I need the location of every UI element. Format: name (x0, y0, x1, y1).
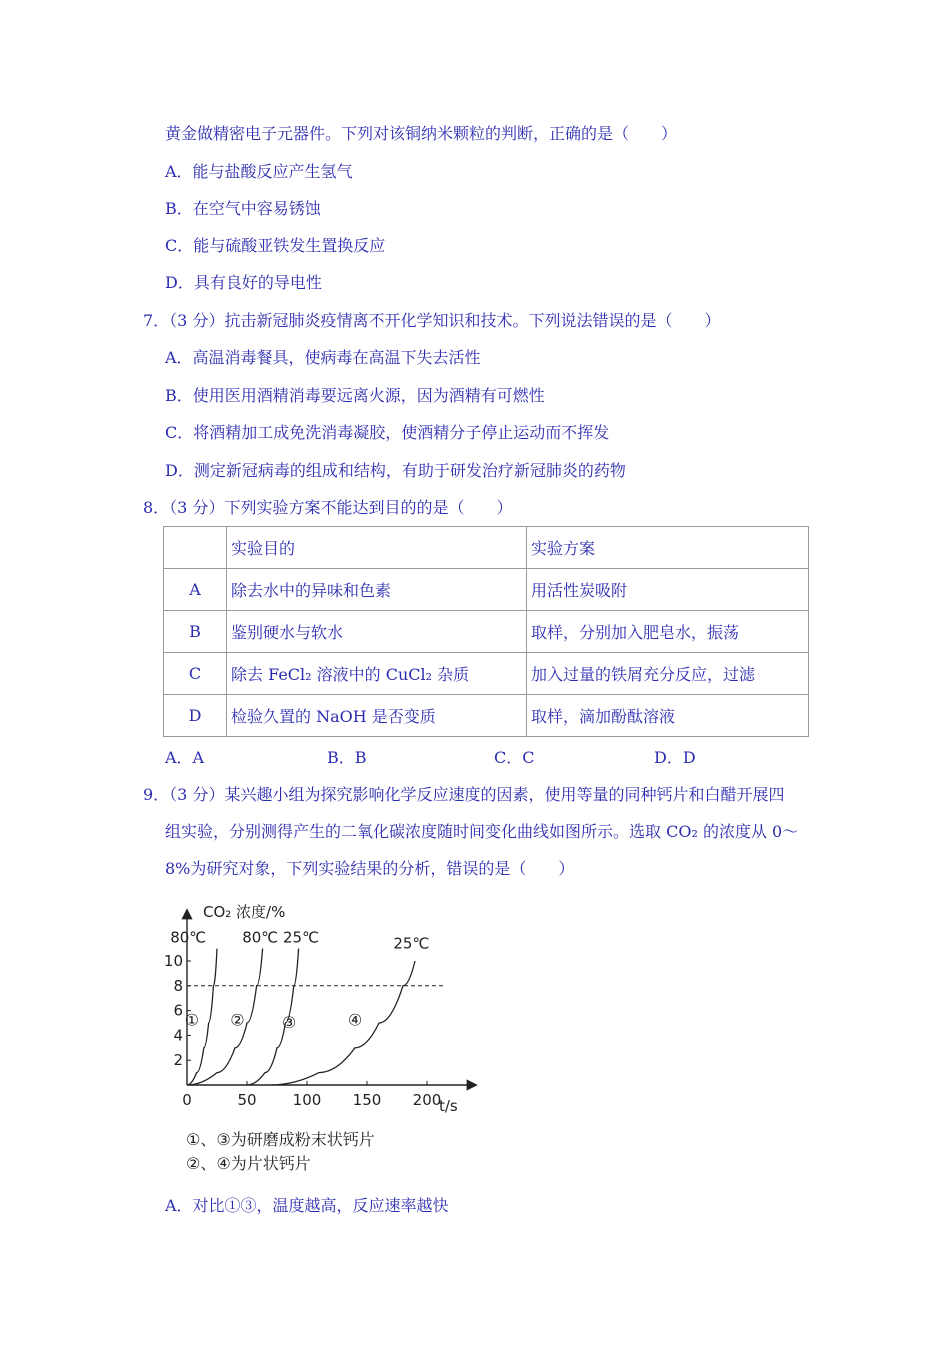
q7-stem: 7．（3 分）抗击新冠肺炎疫情离不开化学知识和技术。下列说法错误的是（ ） (143, 311, 721, 330)
q9-option-a: A．对比①③，温度越高，反应速率越快 (165, 1196, 449, 1215)
q7-option-b: B．使用医用酒精消毒要远离火源，因为酒精有可燃性 (165, 386, 545, 405)
y-tick-label: 4 (173, 1026, 183, 1045)
series-number-label: ④ (347, 1010, 363, 1030)
table-cell: 加入过量的铁屑充分反应，过滤 (527, 653, 809, 695)
table-cell: B (164, 611, 227, 653)
y-axis-label: CO₂ 浓度/% (203, 903, 286, 921)
y-tick-label: 2 (173, 1051, 183, 1070)
y-tick-label: 8 (173, 976, 183, 995)
x-tick-label: 0 (182, 1091, 192, 1109)
chart-note-1: ①、③为研磨成粉末状钙片 (186, 1130, 375, 1149)
q7-option-d: D．测定新冠病毒的组成和结构，有助于研发治疗新冠肺炎的药物 (165, 461, 626, 480)
table-header-cell: 实验方案 (527, 527, 809, 569)
table-row (164, 569, 809, 611)
y-tick-label: 6 (173, 1001, 183, 1020)
chart-note-2: ②、④为片状钙片 (186, 1154, 311, 1173)
series-temperature-label: 80℃ (170, 928, 207, 947)
q8-option-b: B．B (327, 748, 367, 767)
table-header-cell (164, 527, 227, 569)
intro-line: 黄金做精密电子元器件。下列对该铜纳米颗粒的判断，正确的是（ ） (165, 124, 678, 143)
experiment-table (163, 526, 809, 737)
q8-option-d: D．D (654, 748, 696, 767)
table-cell: 用活性炭吸附 (527, 569, 809, 611)
y-tick-label: 10 (163, 952, 183, 970)
table-cell: 取样，分别加入肥皂水，振荡 (527, 611, 809, 653)
table-header-cell: 实验目的 (227, 527, 527, 569)
table-cell: D (164, 695, 227, 737)
table-header-row (164, 527, 809, 569)
series-layer (184, 949, 415, 1085)
q6-option-c: C．能与硫酸亚铁发生置换反应 (165, 236, 386, 255)
x-tick-label: 200 (412, 1091, 442, 1109)
x-axis-label: t/s (439, 1097, 458, 1115)
x-tick-label: 150 (352, 1091, 382, 1109)
q6-option-a: A．能与盐酸反应产生氢气 (165, 162, 353, 181)
table-row (164, 611, 809, 653)
table-row (164, 695, 809, 737)
q9-stem-line-3: 8%为研究对象，下列实验结果的分析，错误的是（ ） (165, 859, 575, 878)
q7-option-c: C．将酒精加工成免洗消毒凝胶，使酒精分子停止运动而不挥发 (165, 423, 610, 442)
q6-option-b: B．在空气中容易锈蚀 (165, 199, 321, 218)
labels-layer (164, 903, 458, 1115)
q6-option-d: D．具有良好的导电性 (165, 273, 322, 292)
table-cell: 除去水中的异味和色素 (227, 569, 527, 611)
q8-option-c: C．C (494, 748, 535, 767)
series-temperature-label: 80℃ (242, 928, 279, 947)
table-cell: 除去 FeCl₂ 溶液中的 CuCl₂ 杂质 (227, 653, 527, 695)
series-temperature-label: 25℃ (393, 934, 430, 953)
q9-stem-line-2: 组实验，分别测得产生的二氧化碳浓度随时间变化曲线如图所示。选取 CO₂ 的浓度从 0～ (165, 822, 799, 841)
series-number-label: ② (230, 1010, 245, 1030)
table-cell: 鉴别硬水与软水 (227, 611, 527, 653)
q7-option-a: A．高温消毒餐具，使病毒在高温下失去活性 (165, 348, 481, 367)
x-tick-label: 100 (292, 1091, 322, 1109)
table-cell: C (164, 653, 227, 695)
table-cell: 取样，滴加酚酞溶液 (527, 695, 809, 737)
series-number-label: ③ (281, 1012, 297, 1032)
table-row (164, 653, 809, 695)
x-tick-label: 50 (237, 1091, 257, 1109)
series-number-label: ① (184, 1010, 199, 1030)
q8-stem: 8．（3 分）下列实验方案不能达到目的的是（ ） (143, 498, 513, 517)
series-temperature-label: 25℃ (283, 928, 319, 947)
table-cell: 检验久置的 NaOH 是否变质 (227, 695, 527, 737)
q9-stem-line-1: 9．（3 分）某兴趣小组为探究影响化学反应速度的因素，使用等量的同种钙片和白醋开展四 (143, 785, 785, 804)
q8-option-a: A．A (165, 748, 205, 767)
table-cell: A (164, 569, 227, 611)
